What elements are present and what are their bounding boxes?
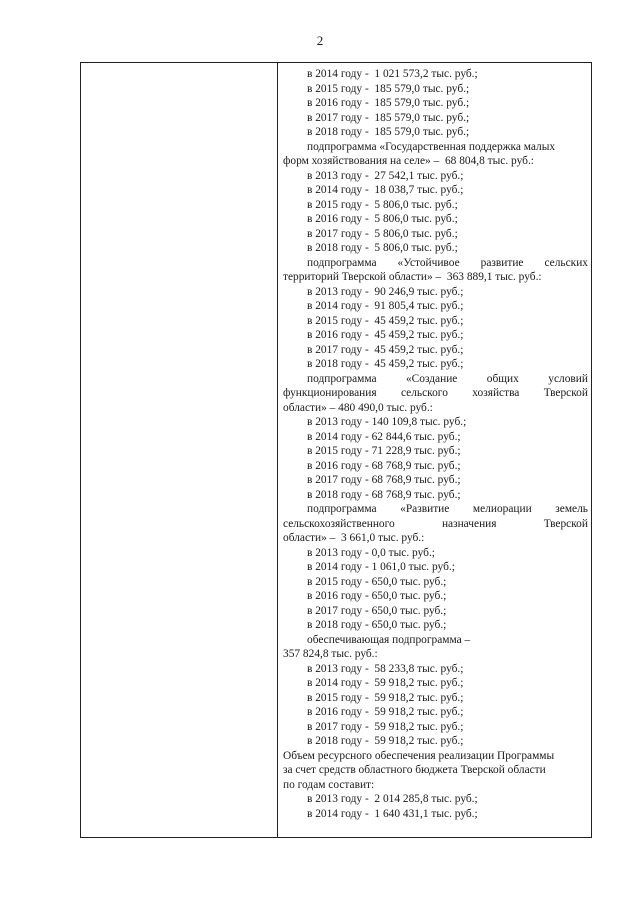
page-number: 2: [316, 33, 324, 48]
title-word: функционирования: [283, 387, 377, 399]
funding-year-line: в 2015 году - 45 459,2 тыс. руб.;: [307, 314, 464, 327]
funding-year-line: в 2015 году - 185 579,0 тыс. руб.;: [307, 82, 470, 95]
title-word: общих: [486, 372, 519, 385]
title-word: мелиорации: [472, 503, 532, 515]
subprogram-title: области» – 3 661,0 тыс. руб.:: [283, 532, 425, 544]
summary-text-line: за счет средств областного бюджета Тверской области: [283, 764, 546, 776]
subprogram-title: подпрограмма «Государственная поддержка малых: [307, 140, 556, 153]
title-word: подпрограмма: [307, 503, 377, 515]
subprogram-title: области» – 480 490,0 тыс. руб.:: [283, 401, 433, 414]
title-word: сельского: [400, 387, 448, 399]
title-word: Тверской: [543, 517, 588, 530]
title-word: «Развитие: [400, 503, 450, 515]
funding-year-line: в 2018 году - 650,0 тыс. руб.;: [307, 619, 447, 631]
funding-year-line: в 2014 году - 62 844,6 тыс. руб.;: [307, 430, 461, 443]
funding-year-line: в 2014 году - 1 061,0 тыс. руб.;: [307, 561, 455, 573]
funding-year-line: в 2015 году - 71 228,9 тыс. руб.;: [307, 445, 461, 457]
title-word: подпрограмма: [307, 256, 377, 269]
funding-year-line: в 2018 году - 68 768,9 тыс. руб.;: [307, 488, 461, 501]
title-word: назначения: [441, 517, 497, 530]
summary-text-line: по годам составит:: [283, 778, 375, 791]
funding-year-line: в 2018 году - 59 918,2 тыс. руб.;: [307, 735, 464, 747]
right-cell: [278, 63, 591, 837]
funding-year-line: в 2017 году - 650,0 тыс. руб.;: [307, 604, 447, 617]
funding-year-line: в 2018 году - 45 459,2 тыс. руб.;: [307, 358, 464, 370]
subprogram-title: 357 824,8 тыс. руб.:: [283, 648, 378, 660]
funding-year-line: в 2014 году - 91 805,4 тыс. руб.;: [307, 300, 464, 312]
funding-year-line: в 2018 году - 5 806,0 тыс. руб.;: [307, 242, 458, 254]
subprogram-title: [283, 372, 588, 387]
funding-year-line: в 2017 году - 185 579,0 тыс. руб.;: [307, 111, 470, 124]
funding-year-line: в 2015 году - 5 806,0 тыс. руб.;: [307, 198, 458, 211]
document-table: [80, 62, 592, 838]
funding-year-line: в 2016 году - 650,0 тыс. руб.;: [307, 590, 447, 602]
funding-year-line: в 2013 году - 0,0 тыс. руб.;: [307, 546, 435, 559]
title-word: подпрограмма: [307, 372, 377, 385]
funding-year-line: в 2016 году - 5 806,0 тыс. руб.;: [307, 213, 458, 225]
funding-year-line: в 2017 году - 5 806,0 тыс. руб.;: [307, 227, 458, 240]
left-cell: [81, 63, 278, 837]
title-word: развитие: [480, 256, 524, 269]
funding-year-line: в 2013 году - 2 014 285,8 тыс. руб.;: [307, 793, 478, 805]
funding-year-line: в 2015 году - 59 918,2 тыс. руб.;: [307, 691, 464, 704]
title-word: условий: [548, 372, 588, 385]
funding-year-line: в 2013 году - 58 233,8 тыс. руб.;: [307, 662, 464, 675]
funding-year-line: в 2015 году - 650,0 тыс. руб.;: [307, 575, 447, 588]
funding-year-line: в 2014 году - 18 038,7 тыс. руб.;: [307, 184, 464, 196]
title-word: Тверской: [543, 387, 588, 399]
title-word: сельских: [544, 256, 588, 269]
title-word: земель: [555, 503, 588, 515]
subprogram-title: форм хозяйствования на селе» – 68 804,8 тыс. руб.:: [283, 155, 534, 167]
title-word: хозяйства: [472, 387, 520, 399]
subprogram-title: [283, 517, 588, 532]
funding-year-line: в 2013 году - 90 246,9 тыс. руб.;: [307, 285, 464, 298]
funding-year-line: в 2016 году - 185 579,0 тыс. руб.;: [307, 97, 470, 109]
subprogram-title: территорий Тверской области» – 363 889,1 тыс. руб.:: [283, 271, 542, 283]
funding-year-line: в 2017 году - 68 768,9 тыс. руб.;: [307, 474, 461, 486]
title-word: «Устойчивое: [397, 256, 460, 269]
subprogram-title: [283, 386, 588, 401]
funding-year-line: в 2016 году - 45 459,2 тыс. руб.;: [307, 329, 464, 341]
funding-year-line: в 2013 году - 140 109,8 тыс. руб.;: [307, 416, 467, 428]
title-word: «Создание: [405, 372, 458, 385]
summary-text-line: Объем ресурсного обеспечения реализации Программы: [283, 749, 555, 762]
funding-year-line: в 2016 году - 59 918,2 тыс. руб.;: [307, 706, 464, 718]
title-word: сельскохозяйственного: [283, 517, 395, 530]
subprogram-title: [283, 256, 588, 271]
funding-year-line: в 2017 году - 45 459,2 тыс. руб.;: [307, 343, 464, 356]
funding-year-line: в 2017 году - 59 918,2 тыс. руб.;: [307, 720, 464, 733]
funding-year-line: в 2014 году - 59 918,2 тыс. руб.;: [307, 677, 464, 689]
funding-year-line: в 2014 году - 1 640 431,1 тыс. руб.;: [307, 807, 478, 820]
subprogram-title: обеспечивающая подпрограмма –: [307, 633, 471, 646]
subprogram-title: [283, 502, 588, 517]
funding-year-line: в 2016 году - 68 768,9 тыс. руб.;: [307, 459, 461, 472]
funding-year-line: в 2014 году - 1 021 573,2 тыс. руб.;: [307, 68, 478, 80]
funding-year-line: в 2013 году - 27 542,1 тыс. руб.;: [307, 169, 464, 182]
funding-year-line: в 2018 году - 185 579,0 тыс. руб.;: [307, 126, 470, 138]
